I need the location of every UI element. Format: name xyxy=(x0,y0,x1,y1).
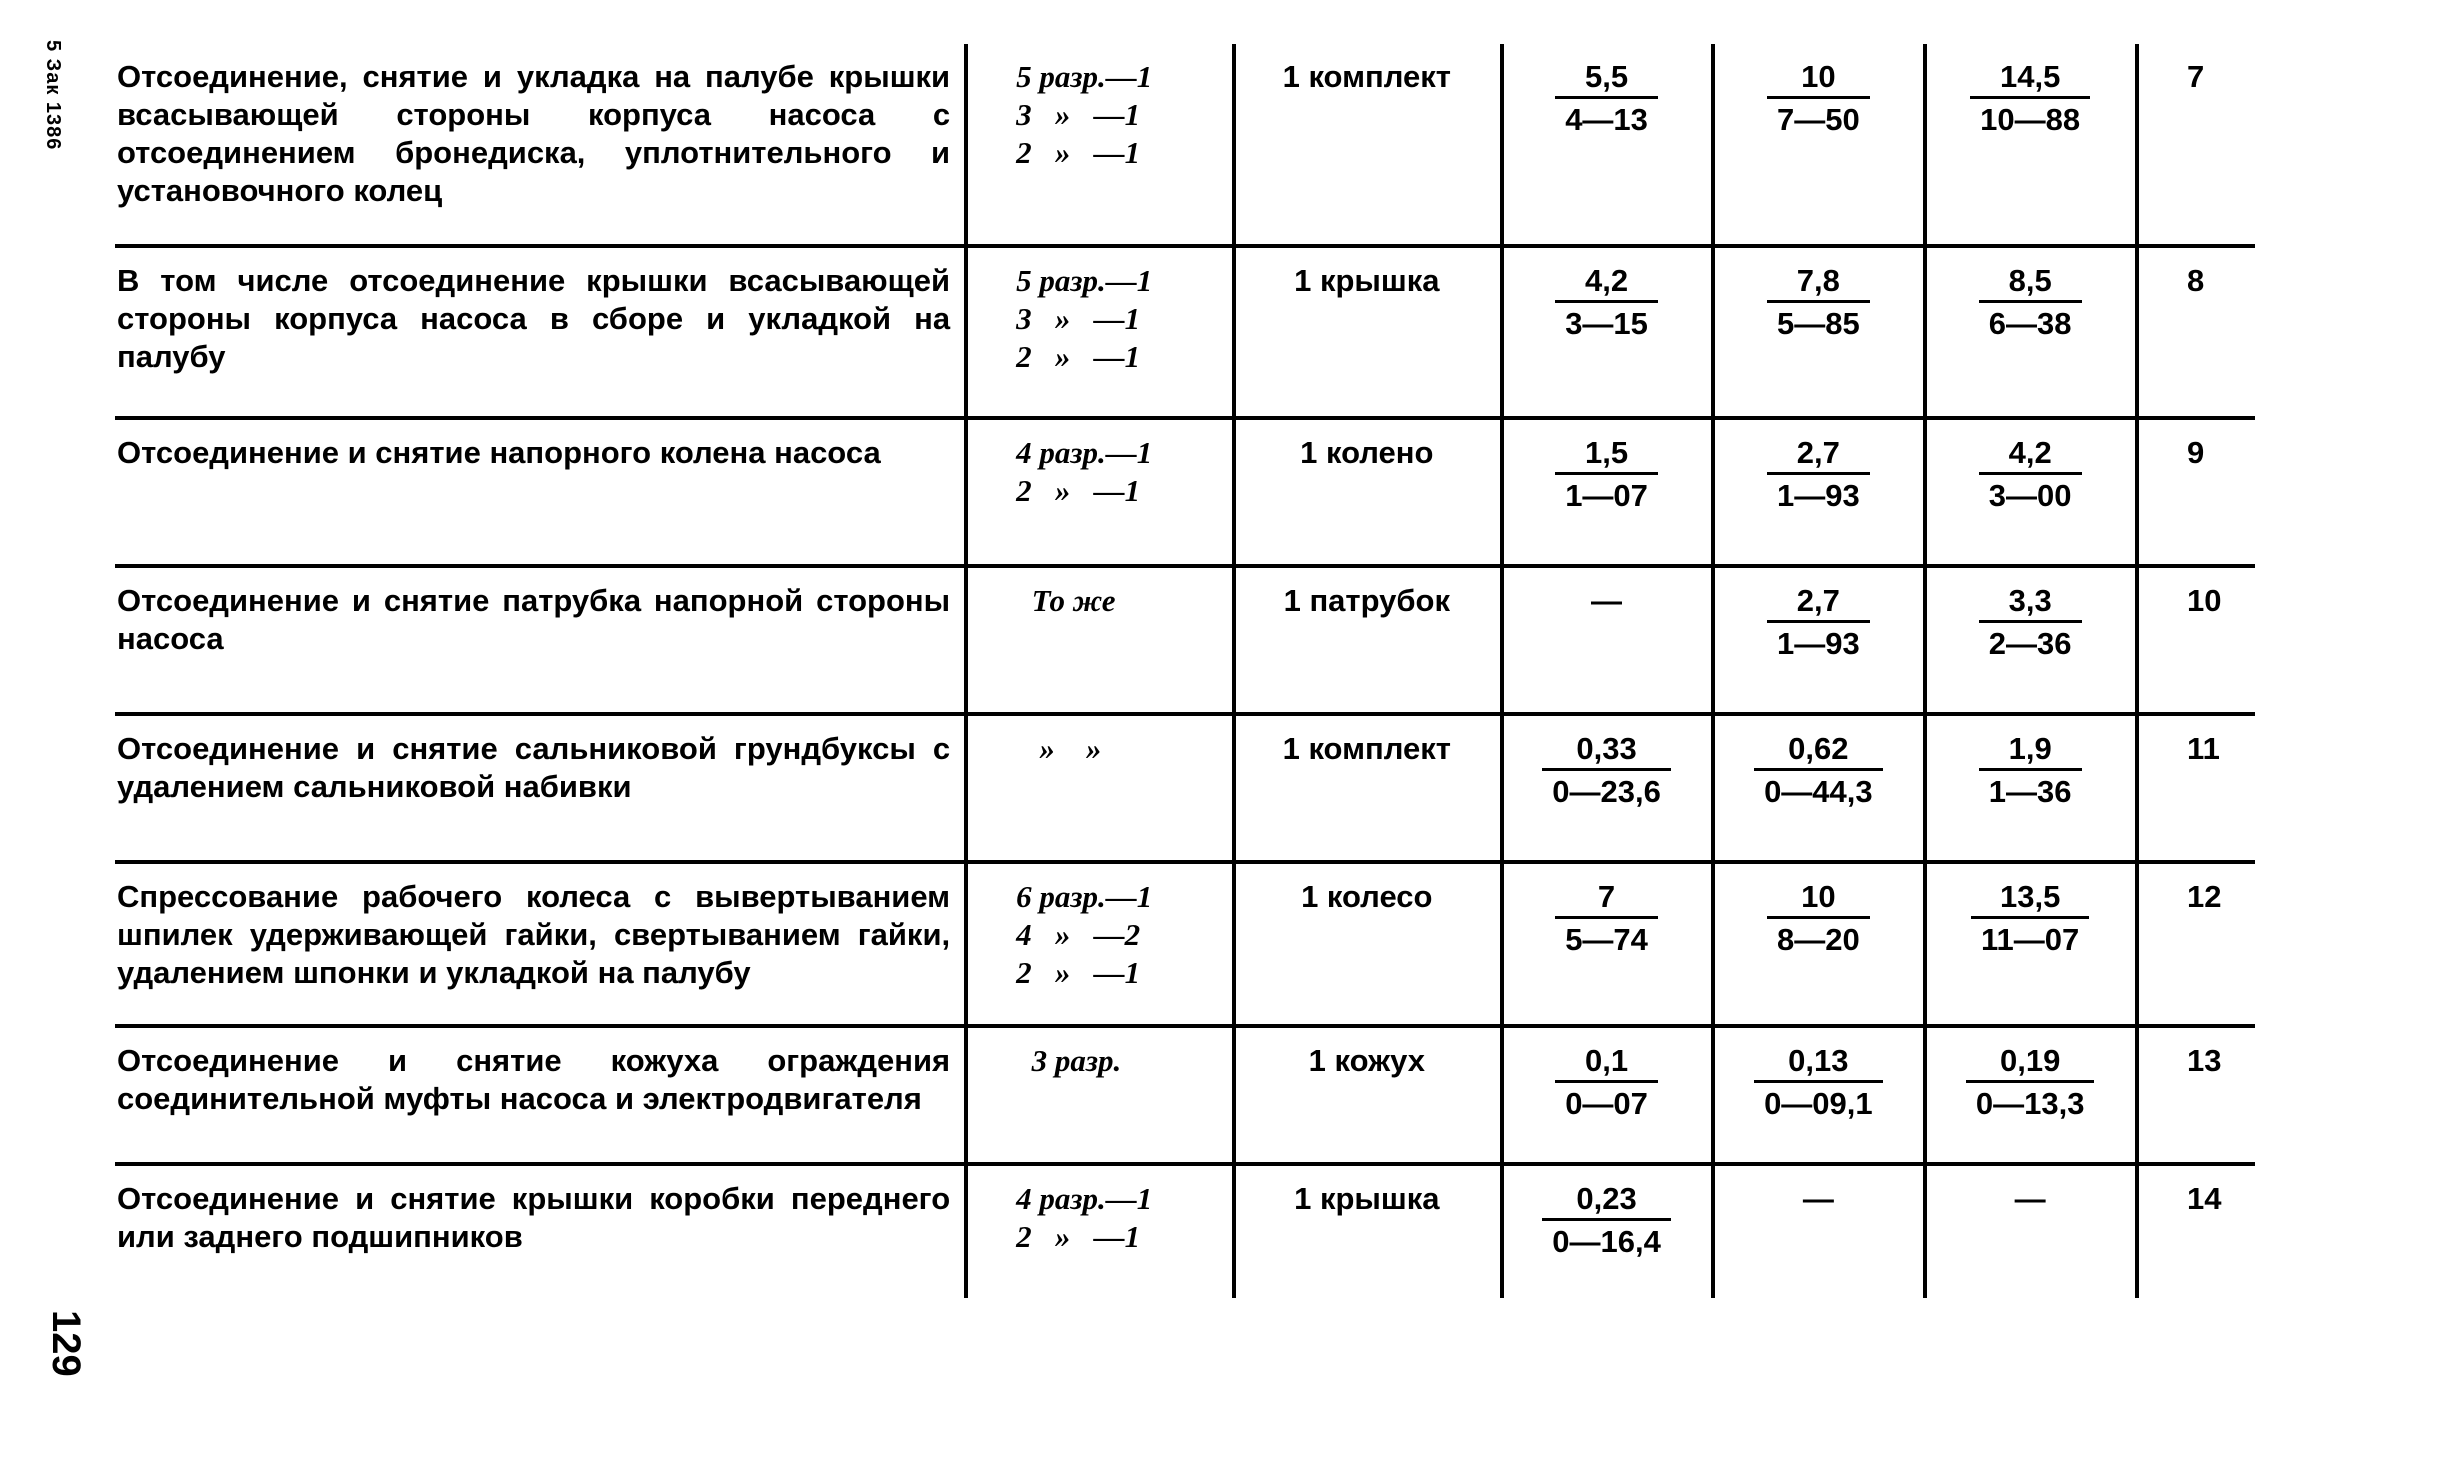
table-row xyxy=(115,1028,2255,1166)
norm-value-c2 xyxy=(1711,864,1923,1024)
norm-value-c3 xyxy=(1923,568,2135,712)
operation-description: Отсоединение и снятие сальниковой грундбуксы с удалением сальниковой набивки xyxy=(117,731,951,804)
time-norm: 2,7 xyxy=(1767,434,1870,475)
norm-value-c2 xyxy=(1711,1166,1923,1298)
table-row xyxy=(115,44,2255,248)
worker-grades: 5 разр.—1 3 » —1 2 » —1 xyxy=(964,248,1232,416)
time-norm: 3,3 xyxy=(1979,582,2082,623)
norms-table xyxy=(115,44,2255,1298)
measurement-unit: 1 колено xyxy=(1232,420,1500,564)
norm-value-c1 xyxy=(1500,420,1712,564)
cost-value: 5—74 xyxy=(1565,922,1648,957)
row-number: 8 xyxy=(2135,248,2255,416)
time-norm: 0,1 xyxy=(1555,1042,1658,1083)
page-number: 129 xyxy=(44,1310,88,1377)
operation-description: В том числе отсоединение крышки всасывающей стороны корпуса насоса в сборе и укладкой на палубу xyxy=(117,263,951,374)
fraction xyxy=(1542,730,1671,811)
table-row xyxy=(115,864,2255,1028)
time-norm: 0,19 xyxy=(1966,1042,2095,1083)
empty-dash: — xyxy=(2014,1181,2046,1216)
fraction xyxy=(1754,730,1883,811)
time-norm: 8,5 xyxy=(1979,262,2082,303)
cost-value: 0—44,3 xyxy=(1764,774,1873,809)
time-norm: 0,33 xyxy=(1542,730,1671,771)
time-norm: 14,5 xyxy=(1970,58,2090,99)
cost-value: 0—07 xyxy=(1565,1086,1648,1121)
row-number: 10 xyxy=(2135,568,2255,712)
worker-grades: 4 разр.—1 2 » —1 xyxy=(964,1166,1232,1298)
norm-value-c2 xyxy=(1711,248,1923,416)
operation-description: Отсоединение и снятие патрубка напорной стороны насоса xyxy=(117,583,951,656)
table-row xyxy=(115,248,2255,420)
time-norm: 4,2 xyxy=(1555,262,1658,303)
cost-value: 4—13 xyxy=(1565,102,1648,137)
time-norm: 0,13 xyxy=(1754,1042,1883,1083)
norm-value-c1 xyxy=(1500,1166,1712,1298)
worker-grades: » » xyxy=(964,716,1232,860)
norm-value-c3 xyxy=(1923,716,2135,860)
cost-value: 1—93 xyxy=(1776,626,1860,661)
worker-grades: То же xyxy=(964,568,1232,712)
fraction xyxy=(1966,1042,2095,1123)
fraction xyxy=(1555,434,1658,515)
norm-value-c3 xyxy=(1923,1028,2135,1162)
cost-value: 8—20 xyxy=(1776,922,1860,957)
table-row xyxy=(115,568,2255,716)
measurement-unit: 1 крышка xyxy=(1232,248,1500,416)
time-norm: 1,9 xyxy=(1979,730,2082,771)
fraction xyxy=(1970,58,2090,139)
fraction xyxy=(1767,434,1870,515)
fraction xyxy=(1555,878,1658,959)
measurement-unit: 1 колесо xyxy=(1232,864,1500,1024)
worker-grades: 4 разр.—1 2 » —1 xyxy=(964,420,1232,564)
time-norm: 7 xyxy=(1555,878,1658,919)
norm-value-c2 xyxy=(1711,420,1923,564)
time-norm: 0,23 xyxy=(1542,1180,1671,1221)
operation-description: Отсоединение, снятие и укладка на палубе крышки всасывающей стороны корпуса насоса с отсоединением бронедиска, уплотнительного и установочного колец xyxy=(117,59,951,208)
row-number: 11 xyxy=(2135,716,2255,860)
row-number: 7 xyxy=(2135,44,2255,244)
operation-description: Отсоединение и снятие крышки коробки переднего или заднего подшипников xyxy=(117,1181,951,1254)
norm-value-c3 xyxy=(1923,420,2135,564)
measurement-unit: 1 комплект xyxy=(1232,44,1500,244)
fraction xyxy=(1767,878,1870,959)
cost-value: 2—36 xyxy=(1988,626,2072,661)
cost-value: 5—85 xyxy=(1776,306,1860,341)
operation-description: Спрессование рабочего колеса с вывертыванием шпилек удерживающей гайки, свертыванием гайки, удалением шпонки и укладкой на палубу xyxy=(117,879,951,990)
time-norm: 5,5 xyxy=(1555,58,1658,99)
cost-value: 0—23,6 xyxy=(1552,774,1661,809)
table-row xyxy=(115,1166,2255,1298)
fraction xyxy=(1767,58,1870,139)
cost-value: 0—13,3 xyxy=(1975,1086,2085,1121)
cost-value: 7—50 xyxy=(1776,102,1860,137)
time-norm: 10 xyxy=(1767,58,1870,99)
fraction xyxy=(1979,582,2082,663)
norm-value-c1 xyxy=(1500,248,1712,416)
cost-value: 6—38 xyxy=(1988,306,2072,341)
fraction xyxy=(1971,878,2089,959)
norm-value-c1 xyxy=(1500,44,1712,244)
table-row xyxy=(115,420,2255,568)
fraction xyxy=(1767,262,1870,343)
worker-grades: 6 разр.—1 4 » —2 2 » —1 xyxy=(964,864,1232,1024)
fraction xyxy=(1979,730,2082,811)
measurement-unit: 1 комплект xyxy=(1232,716,1500,860)
fraction xyxy=(1767,582,1870,663)
norm-value-c2 xyxy=(1711,44,1923,244)
fraction xyxy=(1542,1180,1671,1261)
cost-value: 3—15 xyxy=(1565,306,1648,341)
empty-dash: — xyxy=(1591,583,1623,618)
table-row xyxy=(115,716,2255,864)
measurement-unit: 1 патрубок xyxy=(1232,568,1500,712)
row-number: 13 xyxy=(2135,1028,2255,1162)
time-norm: 13,5 xyxy=(1971,878,2089,919)
norm-value-c3 xyxy=(1923,44,2135,244)
side-print: 5 Зак 1386 xyxy=(42,40,64,151)
cost-value: 11—07 xyxy=(1981,922,2080,957)
norm-value-c1 xyxy=(1500,864,1712,1024)
row-number: 12 xyxy=(2135,864,2255,1024)
time-norm: 0,62 xyxy=(1754,730,1883,771)
norm-value-c1 xyxy=(1500,568,1712,712)
fraction xyxy=(1555,58,1658,139)
fraction xyxy=(1555,262,1658,343)
norm-value-c2 xyxy=(1711,716,1923,860)
norm-value-c2 xyxy=(1711,568,1923,712)
fraction xyxy=(1979,434,2082,515)
row-number: 9 xyxy=(2135,420,2255,564)
cost-value: 0—16,4 xyxy=(1552,1224,1661,1259)
cost-value: 10—88 xyxy=(1980,102,2081,137)
fraction xyxy=(1979,262,2082,343)
fraction xyxy=(1555,1042,1658,1123)
row-number: 14 xyxy=(2135,1166,2255,1298)
cost-value: 1—07 xyxy=(1565,478,1648,513)
cost-value: 1—93 xyxy=(1776,478,1860,513)
worker-grades: 3 разр. xyxy=(964,1028,1232,1162)
norm-value-c3 xyxy=(1923,864,2135,1024)
norm-value-c3 xyxy=(1923,1166,2135,1298)
time-norm: 1,5 xyxy=(1555,434,1658,475)
worker-grades: 5 разр.—1 3 » —1 2 » —1 xyxy=(964,44,1232,244)
fraction xyxy=(1754,1042,1883,1123)
cost-value: 1—36 xyxy=(1988,774,2072,809)
norm-value-c1 xyxy=(1500,716,1712,860)
norm-value-c1 xyxy=(1500,1028,1712,1162)
cost-value: 0—09,1 xyxy=(1764,1086,1873,1121)
norm-value-c2 xyxy=(1711,1028,1923,1162)
norm-value-c3 xyxy=(1923,248,2135,416)
empty-dash: — xyxy=(1802,1181,1834,1216)
measurement-unit: 1 крышка xyxy=(1232,1166,1500,1298)
operation-description: Отсоединение и снятие кожуха ограждения соединительной муфты насоса и электродвигателя xyxy=(117,1043,951,1116)
time-norm: 2,7 xyxy=(1767,582,1870,623)
operation-description: Отсоединение и снятие напорного колена насоса xyxy=(117,435,881,470)
time-norm: 10 xyxy=(1767,878,1870,919)
time-norm: 4,2 xyxy=(1979,434,2082,475)
cost-value: 3—00 xyxy=(1988,478,2072,513)
time-norm: 7,8 xyxy=(1767,262,1870,303)
measurement-unit: 1 кожух xyxy=(1232,1028,1500,1162)
